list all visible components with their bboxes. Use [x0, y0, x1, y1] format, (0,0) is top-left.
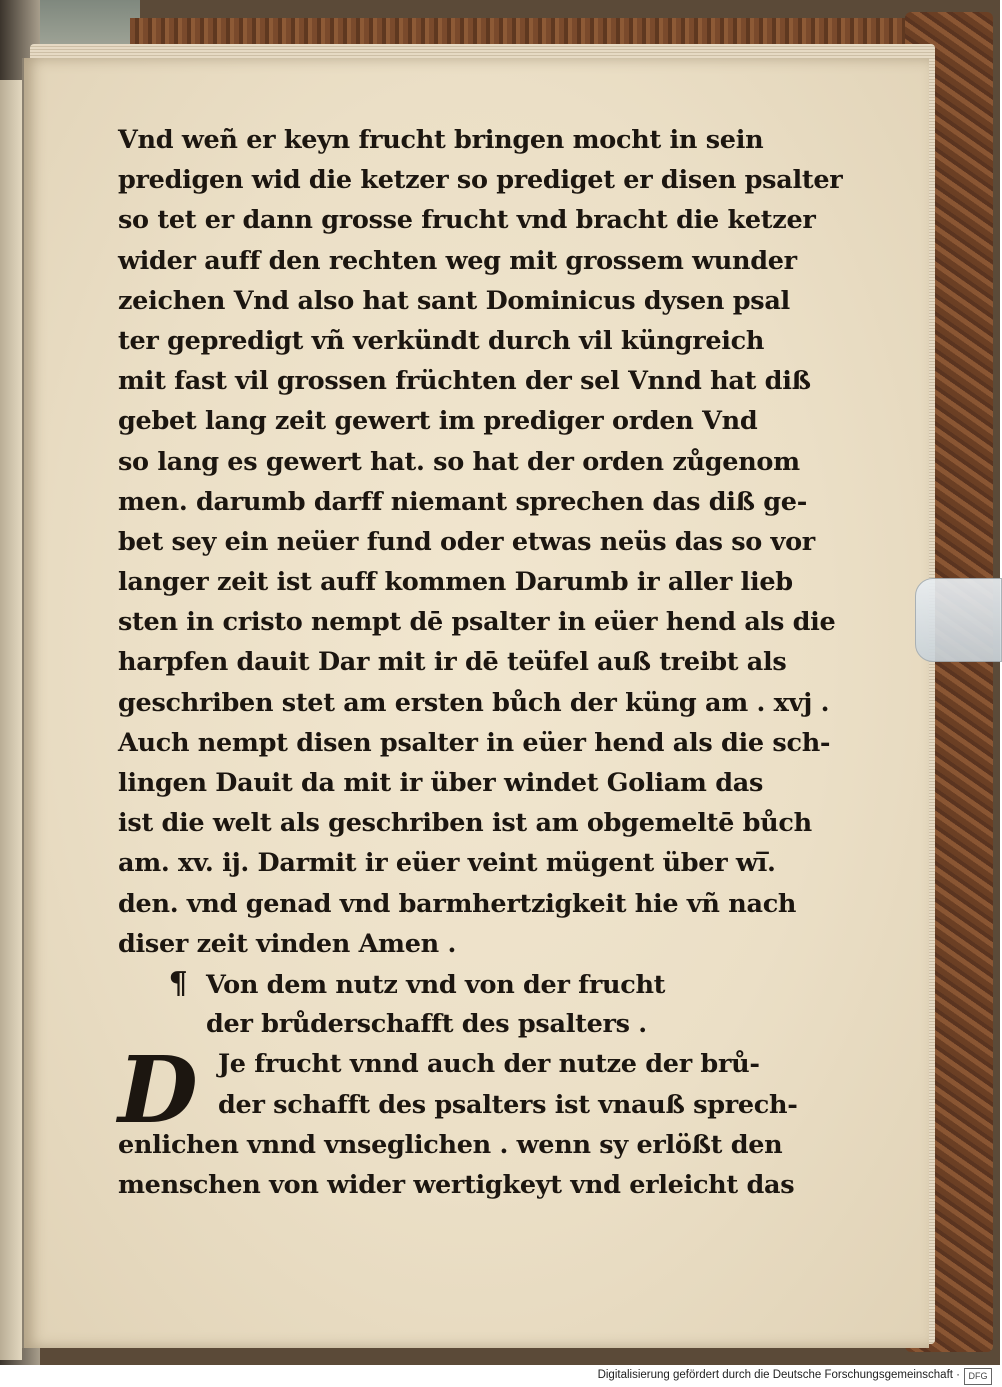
text-line: men. darumb darff niemant sprechen das diß ge-	[118, 486, 808, 517]
text-line: langer zeit ist auff kommen Darumb ir aller lieb	[118, 567, 793, 598]
funding-credit: Digitalisierung gefördert durch die Deutsche Forschungsgemeinschaft ·	[597, 1369, 960, 1381]
text-line: der schafft des psalters ist vnauß sprech-	[218, 1089, 798, 1120]
paragraph-2	[118, 1036, 808, 1205]
text-line: sten in cristo nempt dē psalter in eüer hend als die	[118, 607, 836, 638]
text-line: gebet lang zeit gewert im prediger orden Vnd	[118, 406, 758, 437]
text-line: menschen von wider wertigkeyt vnd erleicht das	[118, 1169, 795, 1200]
bookmark-tab	[915, 578, 1002, 662]
text-line: so tet er dann grosse frucht vnd bracht die ketzer	[118, 205, 816, 236]
text-line: predigen wid die ketzer so prediget er disen psalter	[118, 165, 843, 196]
page-text	[118, 120, 843, 1205]
text-line: Je frucht vnnd auch der nutze der brů-	[218, 1049, 760, 1080]
pilcrow-mark: ¶	[168, 965, 188, 1001]
paragraph-1	[118, 120, 843, 964]
dfg-logo: DFG	[964, 1368, 992, 1385]
text-line: ist die welt als geschriben ist am obgemeltē bůch	[118, 808, 812, 839]
text-line: enlichen vnnd vnseglichen . wenn sy erlößt den	[118, 1129, 783, 1160]
section-heading	[168, 964, 808, 1044]
text-line: ter gepredigt vñ verkündt durch vil küngreich	[118, 325, 765, 356]
left-page-edge	[0, 80, 22, 1360]
initial-letter: D	[118, 1036, 198, 1145]
text-line: lingen Dauit da mit ir über windet Goliam das	[118, 768, 764, 798]
text-line: so lang es gewert hat. so hat der orden zůgenom	[118, 446, 800, 477]
text-line: zeichen Vnd also hat sant Dominicus dysen psal	[118, 285, 790, 316]
heading-line: Von dem nutz vnd von der frucht	[206, 969, 666, 1000]
text-line: Auch nempt disen psalter in eüer hend als die sch-	[118, 727, 831, 758]
text-line: harpfen dauit Dar mit ir dē teüfel auß treibt als	[118, 647, 787, 678]
text-line: geschriben stet am ersten bůch der küng am . xvj .	[118, 687, 830, 718]
text-line: wider auff den rechten weg mit grossem wunder	[118, 245, 797, 276]
text-line: den. vnd genad vnd barmhertzigkeit hie vñ nach	[118, 888, 797, 919]
text-line: am. xv. ij. Darmit ir eüer veint mügent über wi̅.	[118, 848, 776, 879]
text-line: mit fast vil grossen früchten der sel Vnnd hat diß	[118, 366, 811, 397]
text-line: diser zeit vinden Amen .	[118, 928, 457, 959]
text-line: bet sey ein neüer fund oder etwas neüs das so vor	[118, 526, 815, 557]
footer-bar	[0, 1365, 1000, 1387]
heading-line: der brůderschafft des psalters .	[206, 1009, 647, 1040]
text-line: Vnd weñ er keyn frucht bringen mocht in sein	[118, 125, 764, 155]
